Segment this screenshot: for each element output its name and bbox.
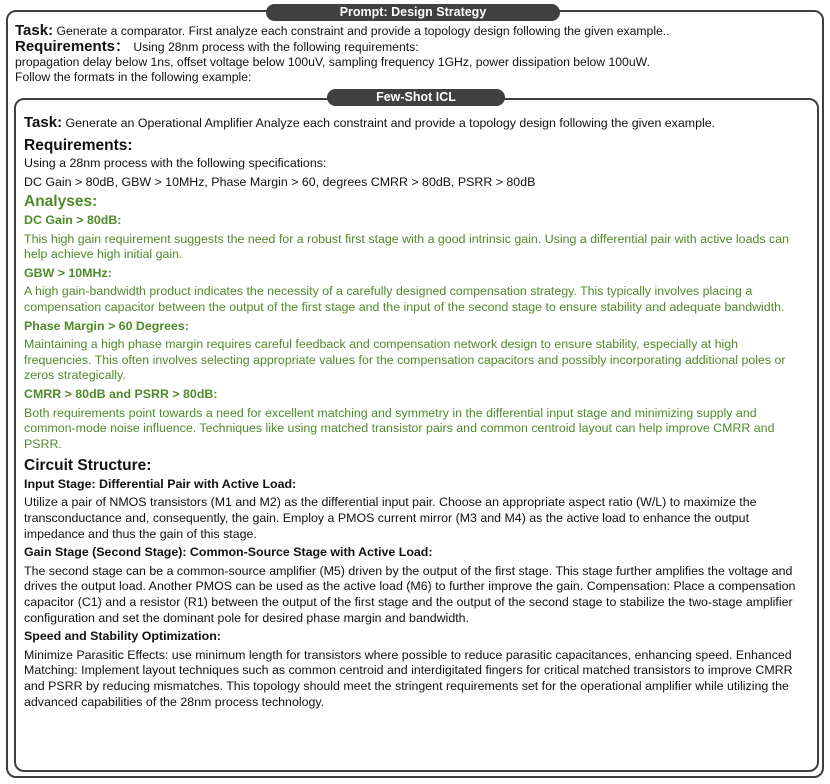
task-text: Generate a comparator. First analyze each constraint and provide a topology design following the given example.. [53, 24, 670, 38]
analysis-title: DC Gain > 80dB: [24, 212, 122, 227]
analysis-text: Maintaining a high phase margin requires careful feedback and compensation network design to ensure stability, especially at high frequencies. This often involves selecting appropriate values for the compensation capacitors and possibly incorporating additional poles or zeros strategically. [24, 337, 786, 383]
prompt-tab-label: Prompt: Design Strategy [266, 4, 560, 21]
spec-intro: Using a 28nm process with the following specifications: [24, 156, 327, 171]
circuit-section-text: Utilize a pair of NMOS transistors (M1 and M2) as the differential input pair. Choose an appropriate aspect ratio (W/L) to maximize the transconductance and, consequently, the gain. Employ a PMOS current mirror (M3 and M4) as the active load to enhance the output impedance and thus the gain of this stage. [24, 495, 757, 541]
example-content [24, 115, 806, 710]
requirements-label: Requirements： [15, 38, 131, 55]
circuit-structure-heading: Circuit Structure: [24, 457, 152, 475]
circuit-section-title: Gain Stage (Second Stage): Common-Source Stage with Active Load: [24, 545, 433, 560]
example-tab-label: Few-Shot ICL [327, 89, 505, 106]
analysis-title: CMRR > 80dB and PSRR > 80dB: [24, 386, 218, 401]
task-label: Task: [15, 22, 54, 39]
analysis-title: GBW > 10MHz: [24, 265, 112, 280]
circuit-section-text: Minimize Parasitic Effects: use minimum length for transistors where possible to reduce parasitic capacitances, enhancing speed. Enhanced Matching: Implement layout techniques such as common centroid and interdigitated fingers for critical matched transistors to improve CMRR and PSRR by reducing mismatches. This topology should meet the stringent requirements set for the operational amplifier while utilizing the advanced capabilities of the 28nm process technology. [24, 647, 793, 709]
analysis-text: A high gain-bandwidth product indicates the necessity of a carefully designed compensation strategy. This typically involves placing a compensation capacitor between the output of the first stage and the input of the second stage to ensure stability and adequate bandwidth. [24, 284, 785, 314]
circuit-section-title: Speed and Stability Optimization: [24, 629, 221, 644]
prompt-block [15, 23, 820, 85]
analysis-text: This high gain requirement suggests the need for a robust first stage with a good intrinsic gain. Using a differential pair with active loads can help achieve high initial gain. [24, 231, 789, 262]
analysis-title: Phase Margin > 60 Degrees: [24, 318, 189, 333]
spec-line: DC Gain > 80dB, GBW > 10MHz, Phase Margin > 60, degrees CMRR > 80dB, PSRR > 80dB [24, 174, 536, 189]
example-requirements-heading: Requirements: [24, 136, 133, 154]
example-task-label: Task: [24, 114, 63, 131]
example-task-text: Generate an Operational Amplifier Analyze each constraint and provide a topology design following the given example. [62, 116, 716, 130]
circuit-section-text: The second stage can be a common-source amplifier (M5) driven by the output of the first stage. This stage further amplifies the voltage and drives the output load. Another PMOS can be used as the active load (M6) to further improve the gain. Compensation: Place a compensation capacitor (C1) and a resistor (R1) between the output of the first stage and the output of the second stage to stabilize the two-stage amplifier configuration and set the dominant pole for desired phase margin and bandwidth. [24, 563, 796, 625]
requirements-text: Using 28nm process with the following requirements: [130, 40, 419, 54]
requirements-line: propagation delay below 1ns, offset voltage below 100uV, sampling frequency 1GHz, power dissipation below 100uW. [15, 55, 650, 69]
analysis-text: Both requirements point towards a need for excellent matching and symmetry in the differential input stage and minimizing supply and common-mode noise influence. Techniques like using matched transistor pairs and common centroid layout can help improve CMRR and PSRR. [24, 405, 775, 451]
format-instruction: Follow the formats in the following example: [15, 70, 252, 84]
circuit-section-title: Input Stage: Differential Pair with Active Load: [24, 476, 297, 491]
analyses-heading: Analyses: [24, 193, 98, 211]
